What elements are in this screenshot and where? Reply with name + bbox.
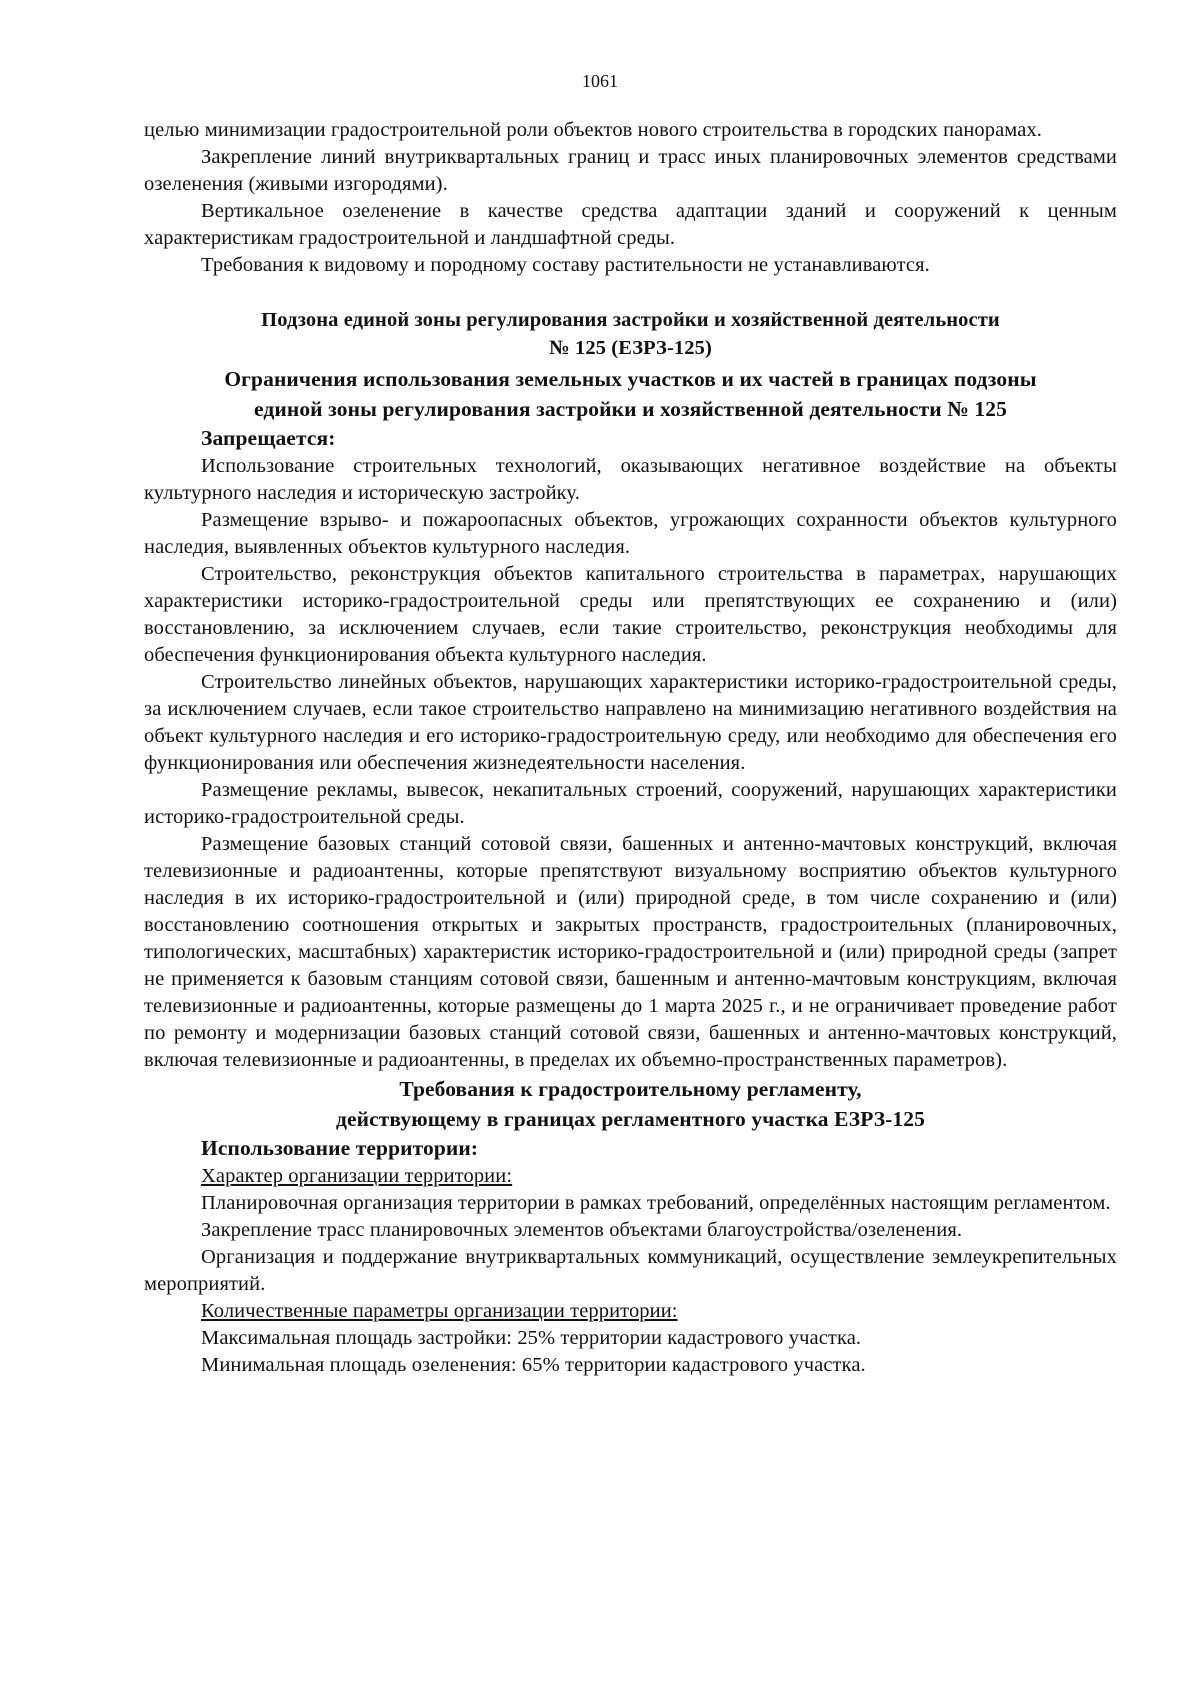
organization-item: Закрепление трасс планировочных элементов объектами благоустройства/озеленения. [201, 1219, 963, 1241]
territory-use-label: Использование территории: [201, 1136, 479, 1160]
intro-paragraph: целью минимизации градостроительной роли объектов нового строительства в городских панорамах. [144, 119, 1043, 141]
page-number: 1061 [582, 71, 618, 91]
prohibited-item: Размещение взрыво- и пожароопасных объектов, угрожающих сохранности объектов культурного наследия, выявленных объектов культурного наследия. [144, 509, 1117, 558]
prohibited-item: Размещение рекламы, вывесок, некапитальных строений, сооружений, нарушающих характеристики историко-градостроительной среды. [144, 779, 1117, 828]
organization-item: Планировочная организация территории в рамках требований, определённых настоящим регламентом. [201, 1192, 1111, 1214]
subzone-title-line: № 125 (ЕЗРЗ-125) [549, 337, 712, 359]
prohibited-item: Использование строительных технологий, оказывающих негативное воздействие на объекты культурного наследия и историческую застройку. [144, 455, 1117, 504]
quantitative-label: Количественные параметры организации территории: [201, 1300, 678, 1322]
prohibited-item: Строительство линейных объектов, нарушающих характеристики историко-градостроительной среды, за исключением случаев, если такое строительство направлено на минимизацию негативного воздействия на объект культурного наследия и его историко-градостроительную среду, или необходимо для обеспечения его функционирования или обеспечения жизнедеятельности населения. [144, 671, 1117, 774]
prohibited-item: Размещение базовых станций сотовой связи, башенных и антенно-мачтовых конструкций, включая телевизионные и радиоантенны, которые препятствуют визуальному восприятию объектов культурного наследия в их историко-градостроительной и (или) природной среде, в том числе сохранению и (или) восстановлению соотношения открытых и закрытых пространств, градостроительных (планировочных, типологических, масштабных) характеристик историко-градостроительной и (или) природной среды (запрет не применяется к базовым станциям сотовой связи, башенным и антенно-мачтовым конструкциям, включая телевизионные и радиоантенны, которые размещены до 1 марта 2025 г., и не ограничивает проведение работ по ремонту и модернизации базовых станций сотовой связи, башенных и антенно-мачтовых конструкций, включая телевизионные и радиоантенны, в пределах их объемно-пространственных параметров). [144, 833, 1117, 1071]
organization-nature-label: Характер организации территории: [201, 1165, 513, 1187]
prohibited-item: Строительство, реконструкция объектов капитального строительства в параметрах, нарушающих характеристики историко-градостроительной среды или препятствующих ее сохранению и (или) восстановлению, за исключением случаев, если такие строительство, реконструкция необходимы для обеспечения функционирования объекта культурного наследия. [144, 563, 1117, 666]
restrictions-title-line: единой зоны регулирования застройки и хозяйственной деятельности № 125 [254, 397, 1007, 421]
subzone-title-line: Подзона единой зоны регулирования застройки и хозяйственной деятельности [261, 309, 1000, 331]
subzone-title [144, 306, 1117, 362]
prohibited-label: Запрещается: [201, 426, 336, 450]
restrictions-title [144, 364, 1117, 424]
intro-paragraph: Вертикальное озеленение в качестве средства адаптации зданий и сооружений к ценным характеристикам градостроительной и ландшафтной среды. [144, 200, 1117, 249]
regulation-title [144, 1074, 1117, 1134]
restrictions-title-line: Ограничения использования земельных участков и их частей в границах подзоны [224, 367, 1037, 391]
intro-paragraph: Закрепление линий внутриквартальных границ и трасс иных планировочных элементов средствами озеленения (живыми изгородями). [144, 146, 1117, 195]
quantitative-item: Минимальная площадь озеленения: 65% территории кадастрового участка. [201, 1354, 866, 1376]
regulation-title-line: действующему в границах регламентного участка ЕЗРЗ-125 [336, 1107, 925, 1131]
organization-item: Организация и поддержание внутриквартальных коммуникаций, осуществление землеукрепительных мероприятий. [144, 1246, 1117, 1295]
regulation-title-line: Требования к градостроительному регламенту, [399, 1077, 862, 1101]
page-content [144, 117, 1117, 1379]
intro-paragraph: Требования к видовому и породному составу растительности не устанавливаются. [201, 254, 930, 276]
quantitative-item: Максимальная площадь застройки: 25% территории кадастрового участка. [201, 1327, 862, 1349]
